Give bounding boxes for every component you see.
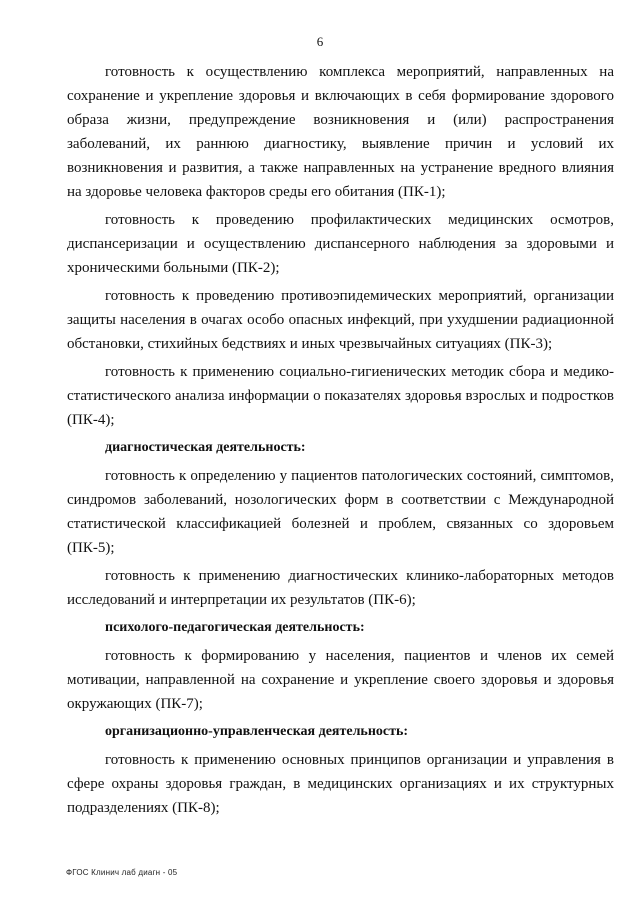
competency-pk8: готовность к применению основных принципов организации и управления в сфере охраны здоровья граждан, в медицинских организациях и их структурных подразделениях (ПК-8); <box>67 752 614 816</box>
footer-doc-code: ФГОС Клинич лаб диагн - 05 <box>66 868 178 877</box>
competency-pk4: готовность к применению социально-гигиенических методик сбора и медико-статистического анализа информации о показателях здоровья взрослых и подростков (ПК-4); <box>67 364 614 428</box>
competency-pk3: готовность к проведению противоэпидемических мероприятий, организации защиты населения в очагах особо опасных инфекций, при ухудшении радиационной обстановки, стихийных бедствиях и иных чрезвычайных ситуациях (ПК-3); <box>67 288 614 352</box>
section-heading-psychological-pedagogical: психолого-педагогическая деятельность: <box>105 620 365 635</box>
competency-pk1: готовность к осуществлению комплекса мероприятий, направленных на сохранение и укрепление здоровья и включающих в себя формирование здорового образа жизни, предупреждение возникновения и (или) распространения заболеваний, их раннюю диагностику, выявление причин и условий их возникновения и развития, а также направленных на устранение вредного влияния на здоровье человека факторов среды его обитания (ПК-1); <box>67 64 614 200</box>
section-heading-diagnostic: диагностическая деятельность: <box>105 440 306 455</box>
competency-pk7: готовность к формированию у населения, пациентов и членов их семей мотивации, направленной на сохранение и укрепление своего здоровья и здоровья окружающих (ПК-7); <box>67 648 614 712</box>
section-heading-organizational-managerial: организационно-управленческая деятельность: <box>105 724 409 739</box>
page-number: 6 <box>316 34 324 49</box>
document-body <box>67 60 614 824</box>
competency-pk6: готовность к применению диагностических клинико-лабораторных методов исследований и интерпретации их результатов (ПК-6); <box>67 568 614 608</box>
competency-pk2: готовность к проведению профилактических медицинских осмотров, диспансеризации и осуществлению диспансерного наблюдения за здоровыми и хроническими больными (ПК-2); <box>67 212 614 276</box>
competency-pk5: готовность к определению у пациентов патологических состояний, симптомов, синдромов заболеваний, нозологических форм в соответствии с Международной статистической классификацией болезней и проблем, связанных со здоровьем (ПК-5); <box>67 468 614 556</box>
